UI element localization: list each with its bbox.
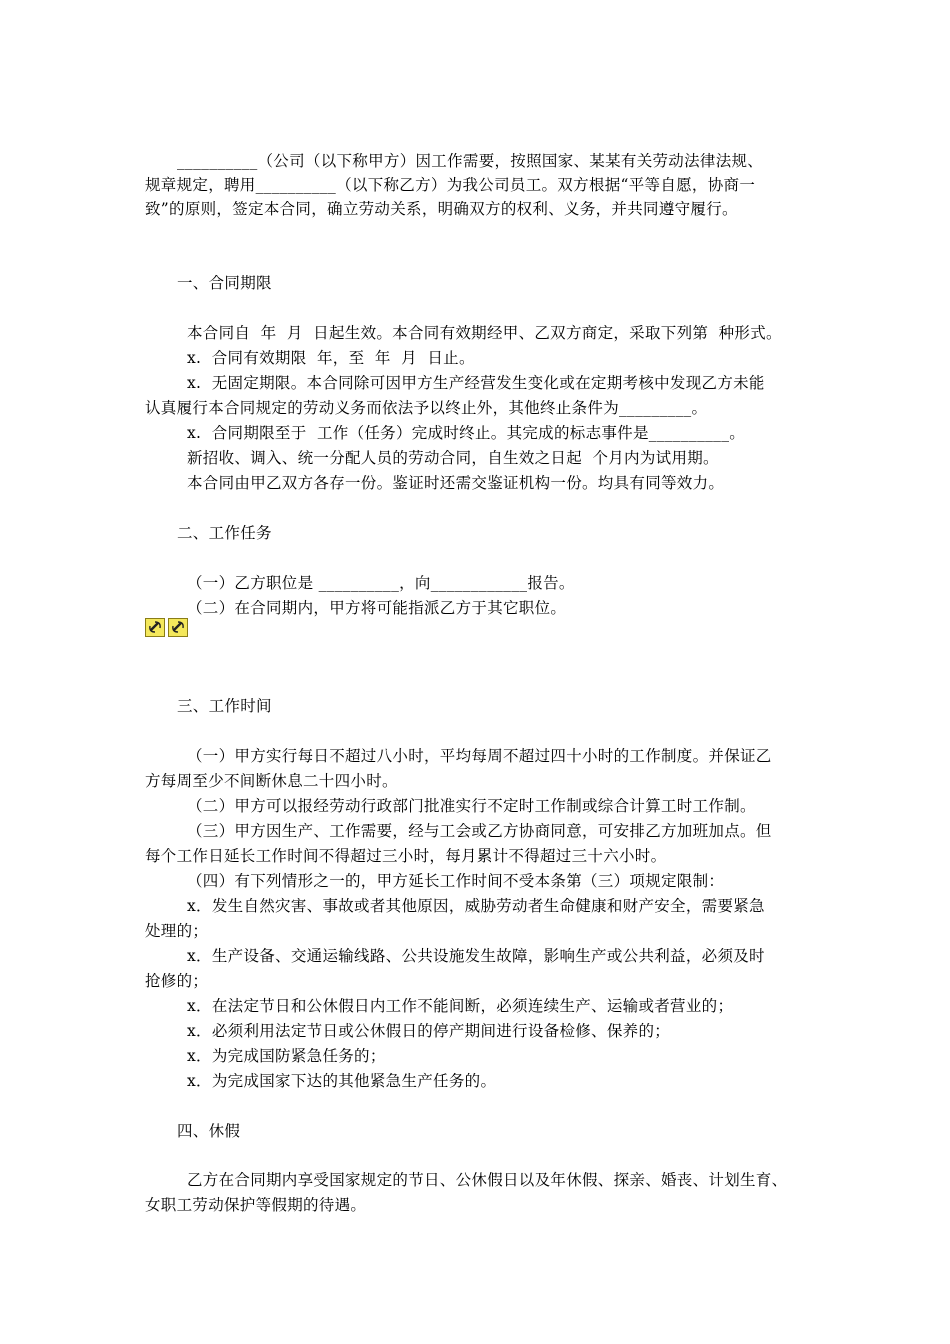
list-item: x．发生自然灾害、事故或者其他原因，威胁劳动者生命健康和财产安全，需要紧急 [187,897,765,915]
paragraph: x. 合同有效期限 年，至 年 月 日止。 [187,349,475,367]
paragraph: 女职工劳动保护等假期的待遇。 [145,1196,367,1214]
paragraph: （四）有下列情形之一的，甲方延长工作时间不受本条第（三）项规定限制： [187,872,725,890]
intro-line: __________（公司（以下称甲方）因工作需要，按照国家、某某有关劳动法律法规、 [177,152,764,170]
section-heading: 二、工作任务 [177,524,272,542]
list-item: 处理的； [145,922,209,940]
section-heading: 四、休假 [177,1122,241,1140]
intro-line: 规章规定，聘用__________（以下称乙方）为我公司员工。双方根据“平等自愿，协商一 [145,176,756,194]
section-heading: 一、合同期限 [177,274,272,292]
paragraph: （二）在合同期内，甲方将可能指派乙方于其它职位。 [187,599,567,617]
paragraph: x. 合同期限至于 工作（任务）完成时终止。其完成的标志事件是__________。 [187,424,746,442]
paragraph: 本合同自 年 月 日起生效。本合同有效期经甲、乙双方商定，采取下列第 种形式。 [187,324,782,342]
list-item: x．在法定节日和公休假日内工作不能间断，必须连续生产、运输或者营业的； [187,997,734,1015]
list-item: x．必须利用法定节日或公休假日的停产期间进行设备检修、保养的； [187,1022,671,1040]
paragraph: （二）甲方可以报经劳动行政部门批准实行不定时工作制或综合计算工时工作制。 [187,797,756,815]
list-item: 抢修的； [145,972,209,990]
paragraph: （三）甲方因生产、工作需要，经与工会或乙方协商同意，可安排乙方加班加点。但 [187,822,772,840]
link-icon[interactable] [168,618,188,637]
list-item: x．为完成国家下达的其他紧急生产任务的。 [187,1072,497,1090]
embedded-object-icons [145,618,188,637]
list-item: x．生产设备、交通运输线路、公共设施发生故障，影响生产或公共利益，必须及时 [187,947,765,965]
paragraph: 乙方在合同期内享受国家规定的节日、公休假日以及年休假、探亲、婚丧、计划生育、 [187,1171,788,1189]
intro-line: 致”的原则，签定本合同，确立劳动关系，明确双方的权利、义务，并共同遵守履行。 [145,200,738,218]
paragraph: 新招收、调入、统一分配人员的劳动合同，自生效之日起 个月内为试用期。 [187,449,719,467]
paragraph: 本合同由甲乙双方各存一份。鉴证时还需交鉴证机构一份。均具有同等效力。 [187,474,725,492]
paragraph: 每个工作日延长工作时间不得超过三小时，每月累计不得超过三十六小时。 [145,847,667,865]
paragraph: （一）甲方实行每日不超过八小时，平均每周不超过四十小时的工作制度。并保证乙 [187,747,772,765]
paragraph: 方每周至少不间断休息二十四小时。 [145,772,398,790]
section-heading: 三、工作时间 [177,697,272,715]
list-item: x．为完成国防紧急任务的； [187,1047,386,1065]
paragraph: 认真履行本合同规定的劳动义务而依法予以终止外，其他终止条件为_________。 [145,399,708,417]
link-icon[interactable] [145,618,165,637]
paragraph: x. 无固定期限。本合同除可因甲方生产经营发生变化或在定期考核中发现乙方未能 [187,374,765,392]
paragraph: （一）乙方职位是 __________，向____________报告。 [187,574,575,592]
